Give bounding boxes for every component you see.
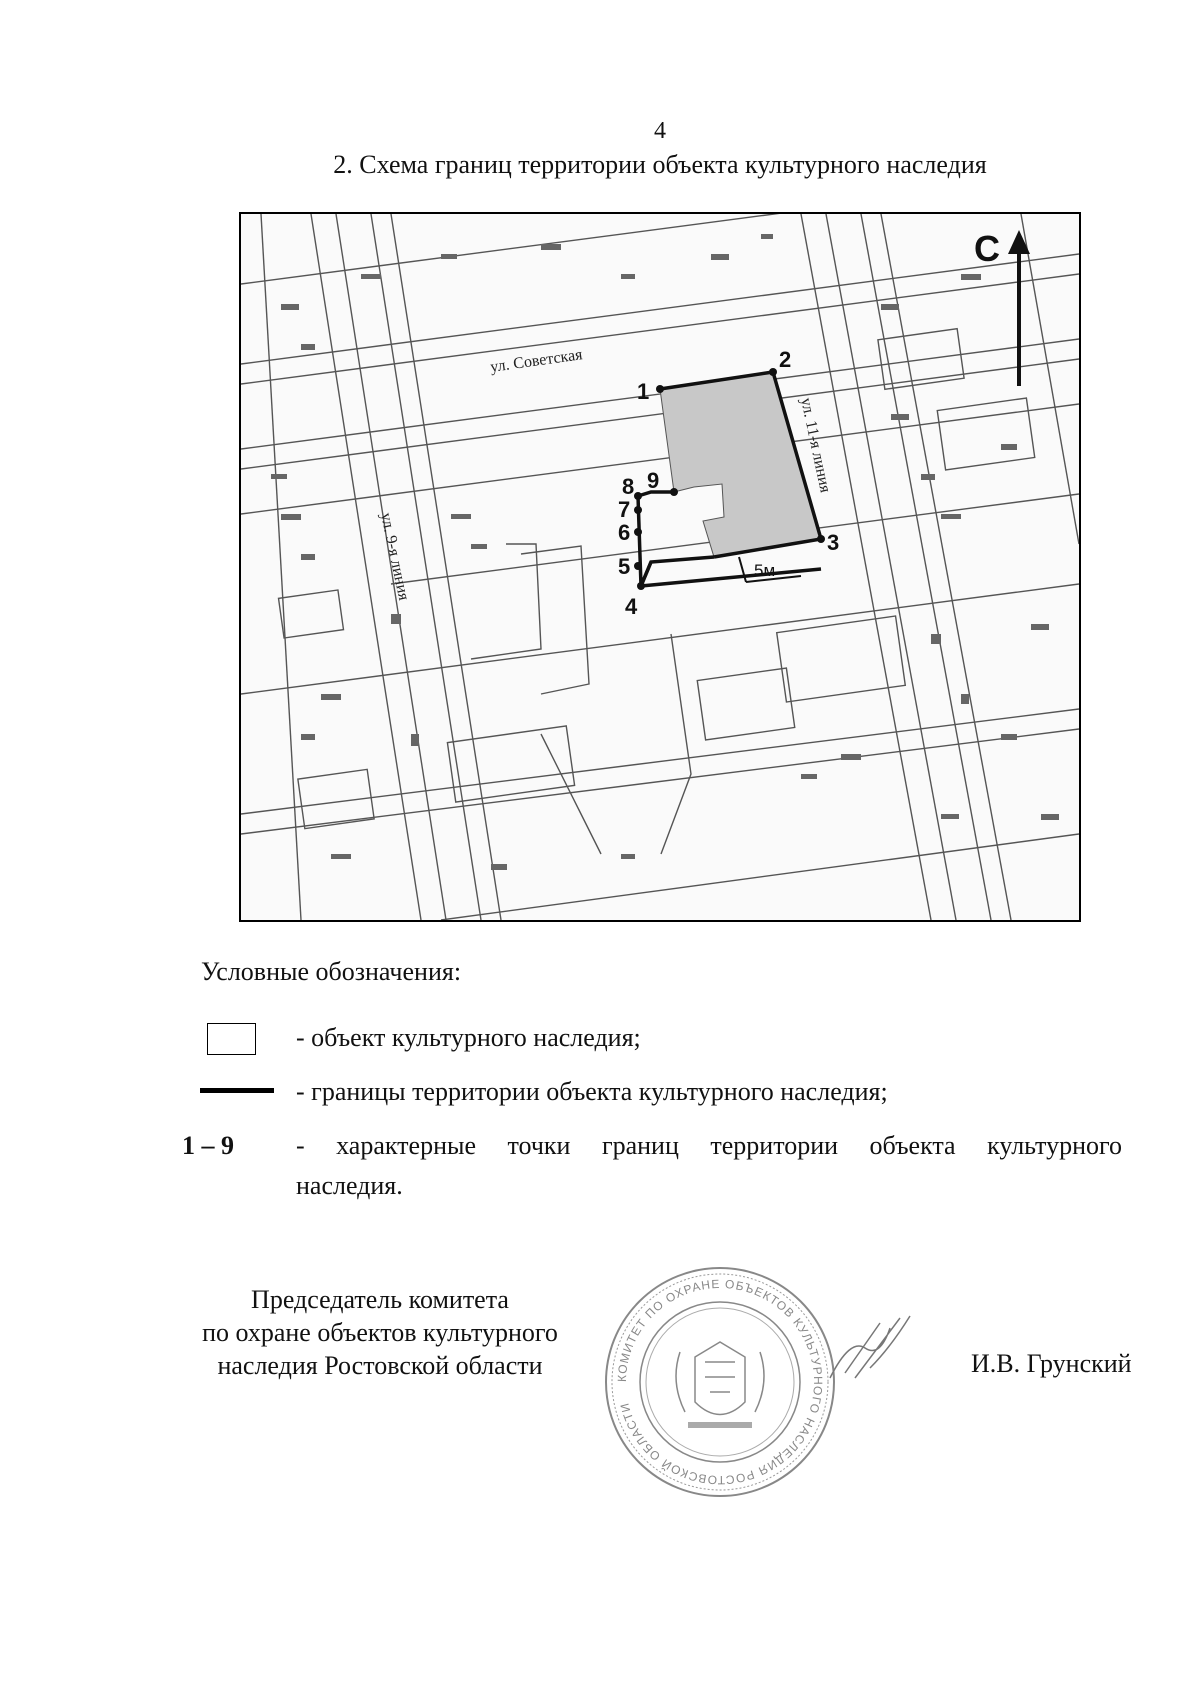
point-label-1: 1 bbox=[637, 379, 650, 404]
point-label-9: 9 bbox=[647, 468, 660, 493]
signatory-title-line-2: по охране объектов культурного bbox=[202, 1318, 558, 1347]
north-label: С bbox=[974, 228, 1000, 269]
scale-bar bbox=[739, 557, 801, 582]
point-marker-6 bbox=[634, 528, 642, 536]
point-label-5: 5 bbox=[618, 554, 631, 579]
page-title: 2. Схема границ территории объекта культурного наследия bbox=[333, 150, 987, 179]
point-label-7: 7 bbox=[618, 497, 631, 522]
legend-title: Условные обозначения: bbox=[201, 957, 462, 986]
point-label-4: 4 bbox=[625, 594, 638, 619]
legend-points-label: 1 – 9 bbox=[182, 1131, 234, 1160]
point-label-3: 3 bbox=[827, 530, 840, 555]
point-marker-5 bbox=[634, 562, 642, 570]
point-label-8: 8 bbox=[622, 474, 635, 499]
heritage-object-area bbox=[660, 372, 821, 557]
handwritten-signature bbox=[820, 1308, 920, 1388]
signatory-title-line-3: наследия Ростовской области bbox=[217, 1351, 543, 1380]
legend-points-text: - характерные точки границ территории объекта культурного bbox=[296, 1131, 1122, 1160]
legend-boundary-symbol bbox=[200, 1088, 274, 1093]
point-marker-8 bbox=[634, 492, 642, 500]
signer-name: И.В. Грунский bbox=[971, 1349, 1132, 1378]
legend-points-text-continued: наследия. bbox=[296, 1171, 403, 1200]
point-marker-1 bbox=[656, 385, 664, 393]
signatory-title bbox=[165, 1283, 595, 1382]
scale-label: 5м bbox=[754, 561, 776, 580]
point-marker-3 bbox=[817, 535, 825, 543]
street-label-11-liniya: ул. 11-я линия bbox=[797, 396, 834, 495]
legend-boundary-text: - границы территории объекта культурного наследия; bbox=[296, 1077, 888, 1106]
boundary-map bbox=[239, 212, 1081, 922]
point-label-2: 2 bbox=[779, 347, 792, 372]
map-canvas bbox=[241, 214, 1079, 920]
point-marker-4 bbox=[637, 582, 645, 590]
street-label-9-liniya: ул. 9-я линия bbox=[377, 511, 413, 602]
point-label-6: 6 bbox=[618, 520, 631, 545]
legend-object-text: - объект культурного наследия; bbox=[296, 1023, 641, 1052]
north-arrow bbox=[974, 228, 1030, 386]
signatory-title-line-1: Председатель комитета bbox=[251, 1285, 509, 1314]
page-number: 4 bbox=[654, 118, 666, 144]
point-marker-9 bbox=[670, 488, 678, 496]
svg-text:КОМИТЕТ ПО ОХРАНЕ ОБЪЕКТОВ КУЛ: КОМИТЕТ ПО ОХРАНЕ ОБЪЕКТОВ КУЛЬТУРНОГО НАСЛЕДИЯ РОСТОВСКОЙ ОБЛАСТИ bbox=[614, 1276, 826, 1488]
point-marker-2 bbox=[769, 368, 777, 376]
street-label-sovetskaya: ул. Советская bbox=[489, 346, 584, 376]
point-marker-7 bbox=[634, 506, 642, 514]
official-stamp bbox=[600, 1262, 840, 1502]
legend-object-symbol bbox=[207, 1023, 256, 1055]
